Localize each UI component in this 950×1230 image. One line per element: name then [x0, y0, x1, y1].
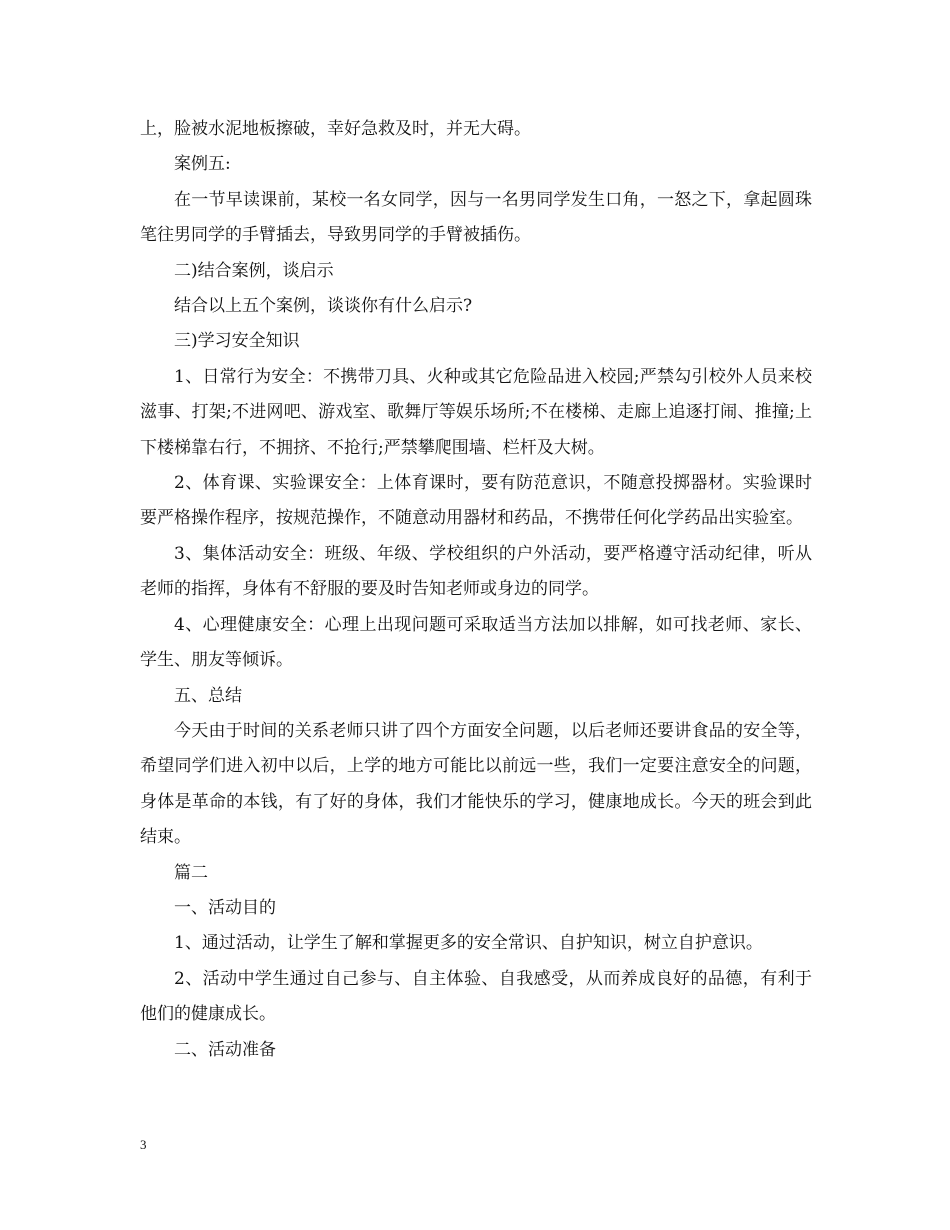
paragraph: 1、通过活动，让学生了解和掌握更多的安全常识、自护知识，树立自护意识。 — [174, 933, 763, 954]
page-number: 3 — [140, 1137, 147, 1152]
paragraph: 今天由于时间的关系老师只讲了四个方面安全问题，以后老师还要讲食品的安全等，希望同学们进入初中以后，上学的地方可能比以前远一些，我们一定要注意安全的问题，身体是革命的本钱，有了好的身体，我们才能快乐的学习，健康地成长。今天的班会到此结束。 — [140, 720, 812, 848]
paragraph: 在一节早读课前，某校一名女同学，因与一名男同学发生口角，一怒之下，拿起圆珠笔往男同学的手臂插去，导致男同学的手臂被插伤。 — [140, 189, 812, 246]
paragraph: 4、心理健康安全：心理上出现问题可采取适当方法加以排解，如可找老师、家长、学生、朋友等倾诉。 — [140, 614, 812, 671]
paragraph: 结合以上五个案例，谈谈你有什么启示? — [174, 296, 473, 317]
body-text — [140, 112, 812, 1068]
paragraph: 上，脸被水泥地板擦破，幸好急救及时，并无大碍。 — [140, 119, 531, 139]
section-heading: 二)结合案例，谈启示 — [174, 260, 334, 281]
paragraph: 1、日常行为安全：不携带刀具、火种或其它危险品进入校园;严禁勾引校外人员来校滋事、打架;不进网吧、游戏室、歌舞厅等娱乐场所;不在楼梯、走廊上追逐打闹、推撞;上下楼梯靠右行，不拥挤、不抢行;严禁攀爬围墙、栏杆及大树。 — [140, 366, 812, 458]
paragraph: 3、集体活动安全：班级、年级、学校组织的户外活动，要严格遵守活动纪律，听从老师的指挥，身体有不舒服的要及时告知老师或身边的同学。 — [140, 543, 812, 600]
case-five-heading: 案例五: — [174, 154, 231, 175]
section-heading: 一、活动目的 — [174, 897, 276, 918]
paragraph: 2、体育课、实验课安全：上体育课时，要有防范意识，不随意投掷器材。实验课时要严格操作程序，按规范操作，不随意动用器材和药品，不携带任何化学药品出实验室。 — [140, 473, 812, 529]
section-heading: 五、总结 — [174, 685, 242, 706]
section-heading: 二、活动准备 — [174, 1039, 276, 1060]
paragraph: 2、活动中学生通过自己参与、自主体验、自我感受，从而养成良好的品德，有利于他们的健康成长。 — [140, 968, 812, 1025]
part-heading: 篇二 — [174, 862, 208, 883]
section-heading: 三)学习安全知识 — [174, 331, 300, 352]
